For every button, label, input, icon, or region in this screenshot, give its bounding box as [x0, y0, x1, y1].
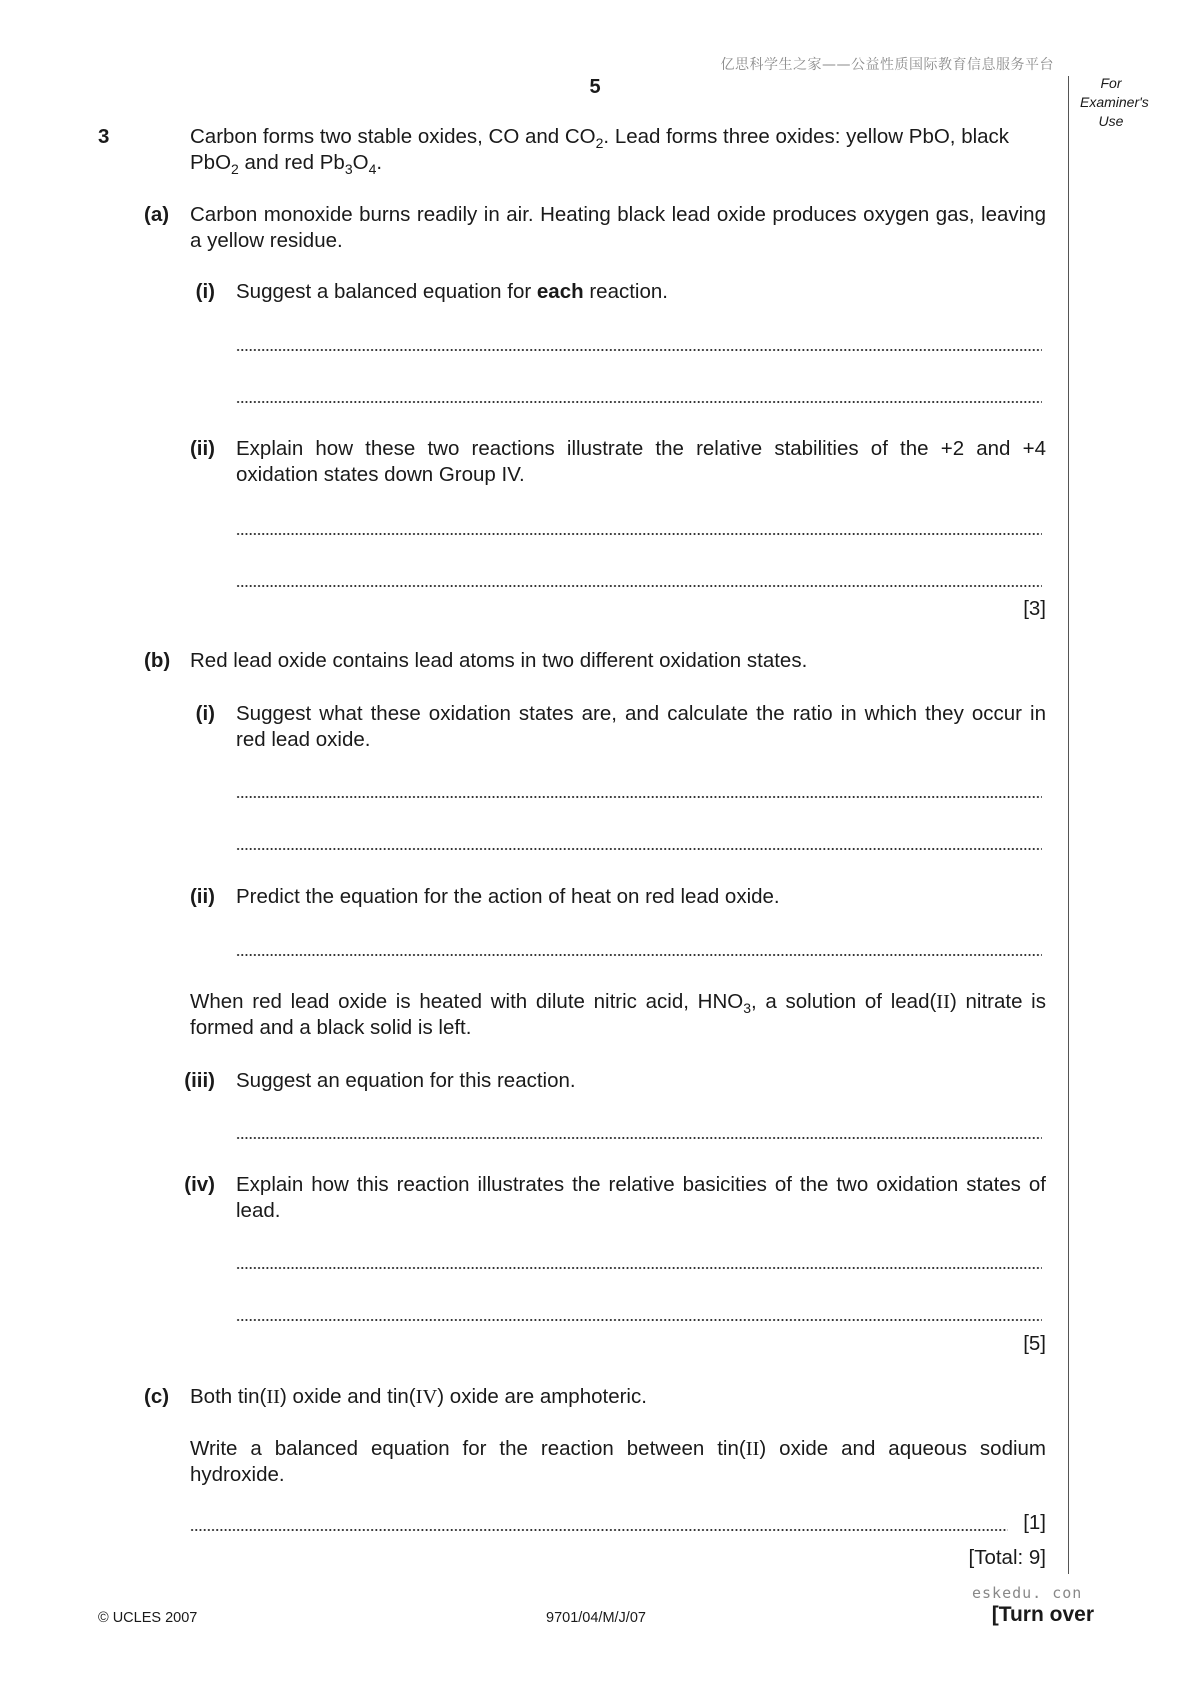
answer-line-b-ii-1[interactable] — [236, 952, 1042, 958]
examiner-margin-rule — [1068, 76, 1069, 1574]
part-b-ii-label: (ii) — [189, 885, 215, 908]
part-b-i-text: Suggest what these oxidation states are, and calculate the ratio in which they occur in red lead oxide. — [236, 702, 1046, 751]
part-b-ii-text: Predict the equation for the action of heat on red lead oxide. — [236, 885, 780, 908]
copyright: © UCLES 2007 — [98, 1610, 198, 1626]
part-c-text: Both tin(II) oxide and tin(IV) oxide are amphoteric. — [190, 1385, 647, 1408]
answer-line-a-ii-2[interactable] — [236, 583, 1042, 589]
question-intro-line2: PbO$_2$ and red $Pb_3O_4$. — [190, 151, 383, 177]
examiner-use-box — [1080, 74, 1149, 131]
part-b-iv-text: Explain how this reaction illustrates the relative basicities of the two oxidation states of lead. — [236, 1173, 1046, 1222]
question-total: [Total: 9] — [968, 1546, 1046, 1569]
answer-line-a-ii-1[interactable] — [236, 531, 1042, 537]
question-number: 3 — [98, 125, 110, 148]
part-a-i-text: Suggest a balanced equation for each reaction. — [236, 280, 668, 303]
part-b-i-label: (i) — [195, 702, 215, 725]
part-a-text: Carbon monoxide burns readily in air. Heating black lead oxide produces oxygen gas, leaving a yellow residue. — [190, 203, 1046, 252]
part-a-label: (a) — [144, 203, 170, 226]
part-b-mark: [5] — [1023, 1332, 1046, 1355]
answer-line-a-i-1[interactable] — [236, 347, 1042, 353]
part-c-instruction: Write a balanced equation for the reaction between tin(II) oxide and aqueous sodium hydroxide. — [190, 1437, 1046, 1486]
part-b-text: Red lead oxide contains lead atoms in two different oxidation states. — [190, 649, 808, 672]
page-number: 5 — [589, 76, 601, 98]
answer-line-b-iv-1[interactable] — [236, 1265, 1042, 1271]
watermark-text: 亿思科学生之家——公益性质国际教育信息服务平台 — [720, 57, 1054, 73]
part-a-i-label: (i) — [195, 280, 215, 303]
answer-line-c-1[interactable] — [190, 1527, 1008, 1533]
part-b-iii-label: (iii) — [184, 1069, 215, 1092]
answer-line-b-i-2[interactable] — [236, 846, 1042, 852]
question-intro — [190, 124, 1046, 176]
part-b-label: (b) — [144, 649, 171, 672]
site-watermark: eskedu. con — [972, 1584, 1083, 1602]
part-c-label: (c) — [144, 1385, 170, 1408]
part-c-mark: [1] — [1023, 1511, 1046, 1534]
part-b-iv-label: (iv) — [184, 1173, 215, 1196]
paper-code: 9701/04/M/J/07 — [546, 1610, 646, 1626]
answer-line-b-iii-1[interactable] — [236, 1135, 1042, 1141]
turn-over: [Turn over — [991, 1603, 1094, 1626]
answer-line-a-i-2[interactable] — [236, 399, 1042, 405]
examiner-label-line2: Examiner's — [1080, 94, 1149, 110]
part-b-context: When red lead oxide is heated with dilute nitric acid, $HNO_3$, a solution of lead(II) nitrate is formed and a black solid is left. — [190, 990, 1046, 1039]
question-intro-line1: Carbon forms two stable oxides, CO and $CO_2$. Lead forms three oxides: yellow PbO, black — [190, 125, 1010, 151]
part-a-ii-text: Explain how these two reactions illustrate the relative stabilities of the +2 and +4 oxidation states down Group IV. — [236, 437, 1046, 486]
answer-line-b-iv-2[interactable] — [236, 1317, 1042, 1323]
part-b-iii-text: Suggest an equation for this reaction. — [236, 1069, 576, 1092]
part-a-ii-label: (ii) — [189, 437, 215, 460]
part-a-mark: [3] — [1023, 597, 1046, 620]
examiner-label-line1: For — [1100, 75, 1122, 91]
answer-line-b-i-1[interactable] — [236, 794, 1042, 800]
examiner-label-line3: Use — [1098, 113, 1124, 129]
